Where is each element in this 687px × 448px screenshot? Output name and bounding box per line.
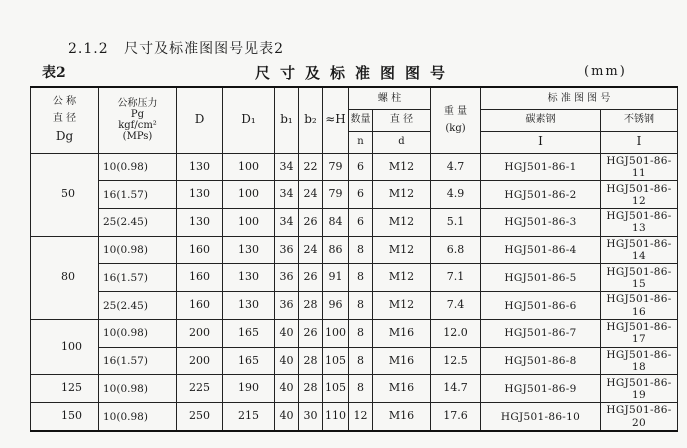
table-row xyxy=(31,208,678,236)
cell-D: 160 xyxy=(177,236,223,264)
cell-carbon-code: HGJ501-86-4 xyxy=(481,236,601,264)
cell-b1: 40 xyxy=(275,375,299,403)
header-dg xyxy=(31,87,99,153)
header-b2: b₂ xyxy=(299,87,323,153)
cell-pressure: 10(0.98) xyxy=(99,153,177,181)
header-dg-line2: 直 径 xyxy=(52,113,77,125)
cell-weight: 5.1 xyxy=(431,208,481,236)
cell-n: 6 xyxy=(349,181,373,209)
cell-carbon-code: HGJ501-86-8 xyxy=(481,347,601,375)
cell-D1: 130 xyxy=(223,264,275,292)
cell-n: 8 xyxy=(349,236,373,264)
cell-carbon-code: HGJ501-86-1 xyxy=(481,153,601,181)
cell-d: M12 xyxy=(373,181,431,209)
cell-weight: 4.7 xyxy=(431,153,481,181)
cell-carbon-code: HGJ501-86-9 xyxy=(481,375,601,403)
cell-stainless-code: HGJ501-86-11 xyxy=(601,153,678,181)
cell-dg: 150 xyxy=(31,403,99,431)
cell-b2: 24 xyxy=(299,181,323,209)
cell-b2: 26 xyxy=(299,208,323,236)
cell-b1: 36 xyxy=(275,236,299,264)
cell-b1: 36 xyxy=(275,264,299,292)
table-unit: (mm) xyxy=(584,64,627,79)
cell-pressure: 10(0.98) xyxy=(99,319,177,347)
header-carbon-roman: I xyxy=(481,131,601,153)
cell-d: M16 xyxy=(373,347,431,375)
cell-H: 105 xyxy=(323,375,349,403)
cell-pressure: 25(2.45) xyxy=(99,208,177,236)
header-weight-line1: 重 量 xyxy=(443,106,468,118)
cell-b1: 40 xyxy=(275,403,299,431)
cell-D: 130 xyxy=(177,181,223,209)
cell-carbon-code: HGJ501-86-10 xyxy=(481,403,601,431)
cell-d: M12 xyxy=(373,153,431,181)
header-bolt-qty: 数量 xyxy=(349,109,373,131)
cell-H: 100 xyxy=(323,319,349,347)
cell-H: 91 xyxy=(323,264,349,292)
cell-n: 8 xyxy=(349,347,373,375)
cell-b1: 36 xyxy=(275,292,299,320)
cell-weight: 14.7 xyxy=(431,375,481,403)
cell-H: 84 xyxy=(323,208,349,236)
cell-H: 86 xyxy=(323,236,349,264)
header-pg-line1: 公称压力 xyxy=(117,98,158,110)
cell-b1: 40 xyxy=(275,319,299,347)
cell-pressure: 10(0.98) xyxy=(99,403,177,431)
cell-D1: 165 xyxy=(223,319,275,347)
cell-d: M12 xyxy=(373,292,431,320)
cell-D: 225 xyxy=(177,375,223,403)
cell-b2: 22 xyxy=(299,153,323,181)
section-number: 2.1.2 xyxy=(68,41,109,57)
table-row xyxy=(31,403,678,431)
cell-d: M16 xyxy=(373,375,431,403)
header-carbon: 碳素钢 xyxy=(481,109,601,131)
header-bolt-dia-sym: d xyxy=(373,131,431,153)
cell-D1: 100 xyxy=(223,153,275,181)
cell-b2: 24 xyxy=(299,236,323,264)
header-b1: b₁ xyxy=(275,87,299,153)
header-bolt-group: 螺 柱 xyxy=(349,87,431,109)
cell-n: 8 xyxy=(349,319,373,347)
cell-b2: 30 xyxy=(299,403,323,431)
table-row xyxy=(31,181,678,209)
cell-n: 12 xyxy=(349,403,373,431)
cell-stainless-code: HGJ501-86-14 xyxy=(601,236,678,264)
cell-H: 79 xyxy=(323,153,349,181)
section-heading-text: 尺寸及标准图图号见表2 xyxy=(124,41,284,57)
cell-stainless-code: HGJ501-86-15 xyxy=(601,264,678,292)
cell-stainless-code: HGJ501-86-16 xyxy=(601,292,678,320)
header-weight-line2: (kg) xyxy=(445,123,466,135)
header-stainless-roman: I xyxy=(601,131,678,153)
cell-stainless-code: HGJ501-86-12 xyxy=(601,181,678,209)
cell-weight: 17.6 xyxy=(431,403,481,431)
cell-weight: 6.8 xyxy=(431,236,481,264)
cell-D1: 215 xyxy=(223,403,275,431)
cell-dg: 100 xyxy=(31,319,99,374)
cell-D1: 165 xyxy=(223,347,275,375)
cell-b2: 28 xyxy=(299,375,323,403)
cell-D1: 130 xyxy=(223,292,275,320)
cell-stainless-code: HGJ501-86-19 xyxy=(601,375,678,403)
cell-stainless-code: HGJ501-86-13 xyxy=(601,208,678,236)
cell-d: M12 xyxy=(373,208,431,236)
cell-weight: 12.0 xyxy=(431,319,481,347)
table-row xyxy=(31,347,678,375)
cell-n: 8 xyxy=(349,264,373,292)
cell-b2: 28 xyxy=(299,292,323,320)
cell-stainless-code: HGJ501-86-18 xyxy=(601,347,678,375)
cell-pressure: 10(0.98) xyxy=(99,236,177,264)
cell-H: 110 xyxy=(323,403,349,431)
cell-carbon-code: HGJ501-86-6 xyxy=(481,292,601,320)
cell-b1: 40 xyxy=(275,347,299,375)
cell-n: 6 xyxy=(349,153,373,181)
header-weight xyxy=(431,87,481,153)
cell-D: 250 xyxy=(177,403,223,431)
cell-n: 6 xyxy=(349,208,373,236)
header-pg-line2: Pg xyxy=(130,109,145,121)
header-dg-line1: 公 称 xyxy=(52,96,77,108)
cell-pressure: 25(2.45) xyxy=(99,292,177,320)
cell-b2: 26 xyxy=(299,264,323,292)
cell-carbon-code: HGJ501-86-2 xyxy=(481,181,601,209)
cell-H: 96 xyxy=(323,292,349,320)
cell-H: 105 xyxy=(323,347,349,375)
cell-D: 160 xyxy=(177,292,223,320)
header-stainless: 不锈钢 xyxy=(601,109,678,131)
cell-d: M16 xyxy=(373,403,431,431)
cell-dg: 50 xyxy=(31,153,99,236)
cell-D: 200 xyxy=(177,347,223,375)
cell-b1: 34 xyxy=(275,153,299,181)
cell-dg: 80 xyxy=(31,236,99,319)
cell-D1: 100 xyxy=(223,208,275,236)
cell-H: 79 xyxy=(323,181,349,209)
cell-D: 200 xyxy=(177,319,223,347)
cell-d: M16 xyxy=(373,319,431,347)
header-pg xyxy=(99,87,177,153)
header-bolt-qty-sym: n xyxy=(349,131,373,153)
table-row xyxy=(31,319,678,347)
cell-pressure: 16(1.57) xyxy=(99,181,177,209)
cell-carbon-code: HGJ501-86-5 xyxy=(481,264,601,292)
cell-weight: 4.9 xyxy=(431,181,481,209)
header-bolt-dia: 直 径 xyxy=(373,109,431,131)
cell-D1: 130 xyxy=(223,236,275,264)
cell-pressure: 10(0.98) xyxy=(99,375,177,403)
cell-d: M12 xyxy=(373,264,431,292)
cell-D1: 190 xyxy=(223,375,275,403)
header-D1: D₁ xyxy=(223,87,275,153)
table-title: 尺寸及标准图图号 xyxy=(255,64,456,82)
section-heading xyxy=(68,38,284,58)
cell-n: 8 xyxy=(349,375,373,403)
dimension-table xyxy=(30,86,678,432)
cell-b1: 34 xyxy=(275,181,299,209)
cell-b2: 28 xyxy=(299,347,323,375)
header-pg-line4: (MPs) xyxy=(122,131,153,143)
cell-D: 130 xyxy=(177,208,223,236)
cell-D1: 100 xyxy=(223,181,275,209)
cell-d: M12 xyxy=(373,236,431,264)
cell-D: 160 xyxy=(177,264,223,292)
table-row xyxy=(31,236,678,264)
cell-carbon-code: HGJ501-86-3 xyxy=(481,208,601,236)
header-std-group: 标 准 图 图 号 xyxy=(481,87,678,109)
table-row xyxy=(31,375,678,403)
cell-weight: 12.5 xyxy=(431,347,481,375)
header-D: D xyxy=(177,87,223,153)
table-row xyxy=(31,153,678,181)
header-pg-line3: kgf/cm² xyxy=(118,120,157,132)
cell-weight: 7.1 xyxy=(431,264,481,292)
cell-b2: 26 xyxy=(299,319,323,347)
table-row xyxy=(31,292,678,320)
cell-stainless-code: HGJ501-86-20 xyxy=(601,403,678,431)
cell-weight: 7.4 xyxy=(431,292,481,320)
cell-D: 130 xyxy=(177,153,223,181)
cell-dg: 125 xyxy=(31,375,99,403)
header-dg-line3: Dg xyxy=(55,129,74,144)
cell-pressure: 16(1.57) xyxy=(99,264,177,292)
cell-carbon-code: HGJ501-86-7 xyxy=(481,319,601,347)
cell-stainless-code: HGJ501-86-17 xyxy=(601,319,678,347)
cell-n: 8 xyxy=(349,292,373,320)
cell-b1: 34 xyxy=(275,208,299,236)
table-number: 表2 xyxy=(42,65,66,81)
cell-pressure: 16(1.57) xyxy=(99,347,177,375)
table-row xyxy=(31,264,678,292)
header-H: ≈H xyxy=(323,87,349,153)
